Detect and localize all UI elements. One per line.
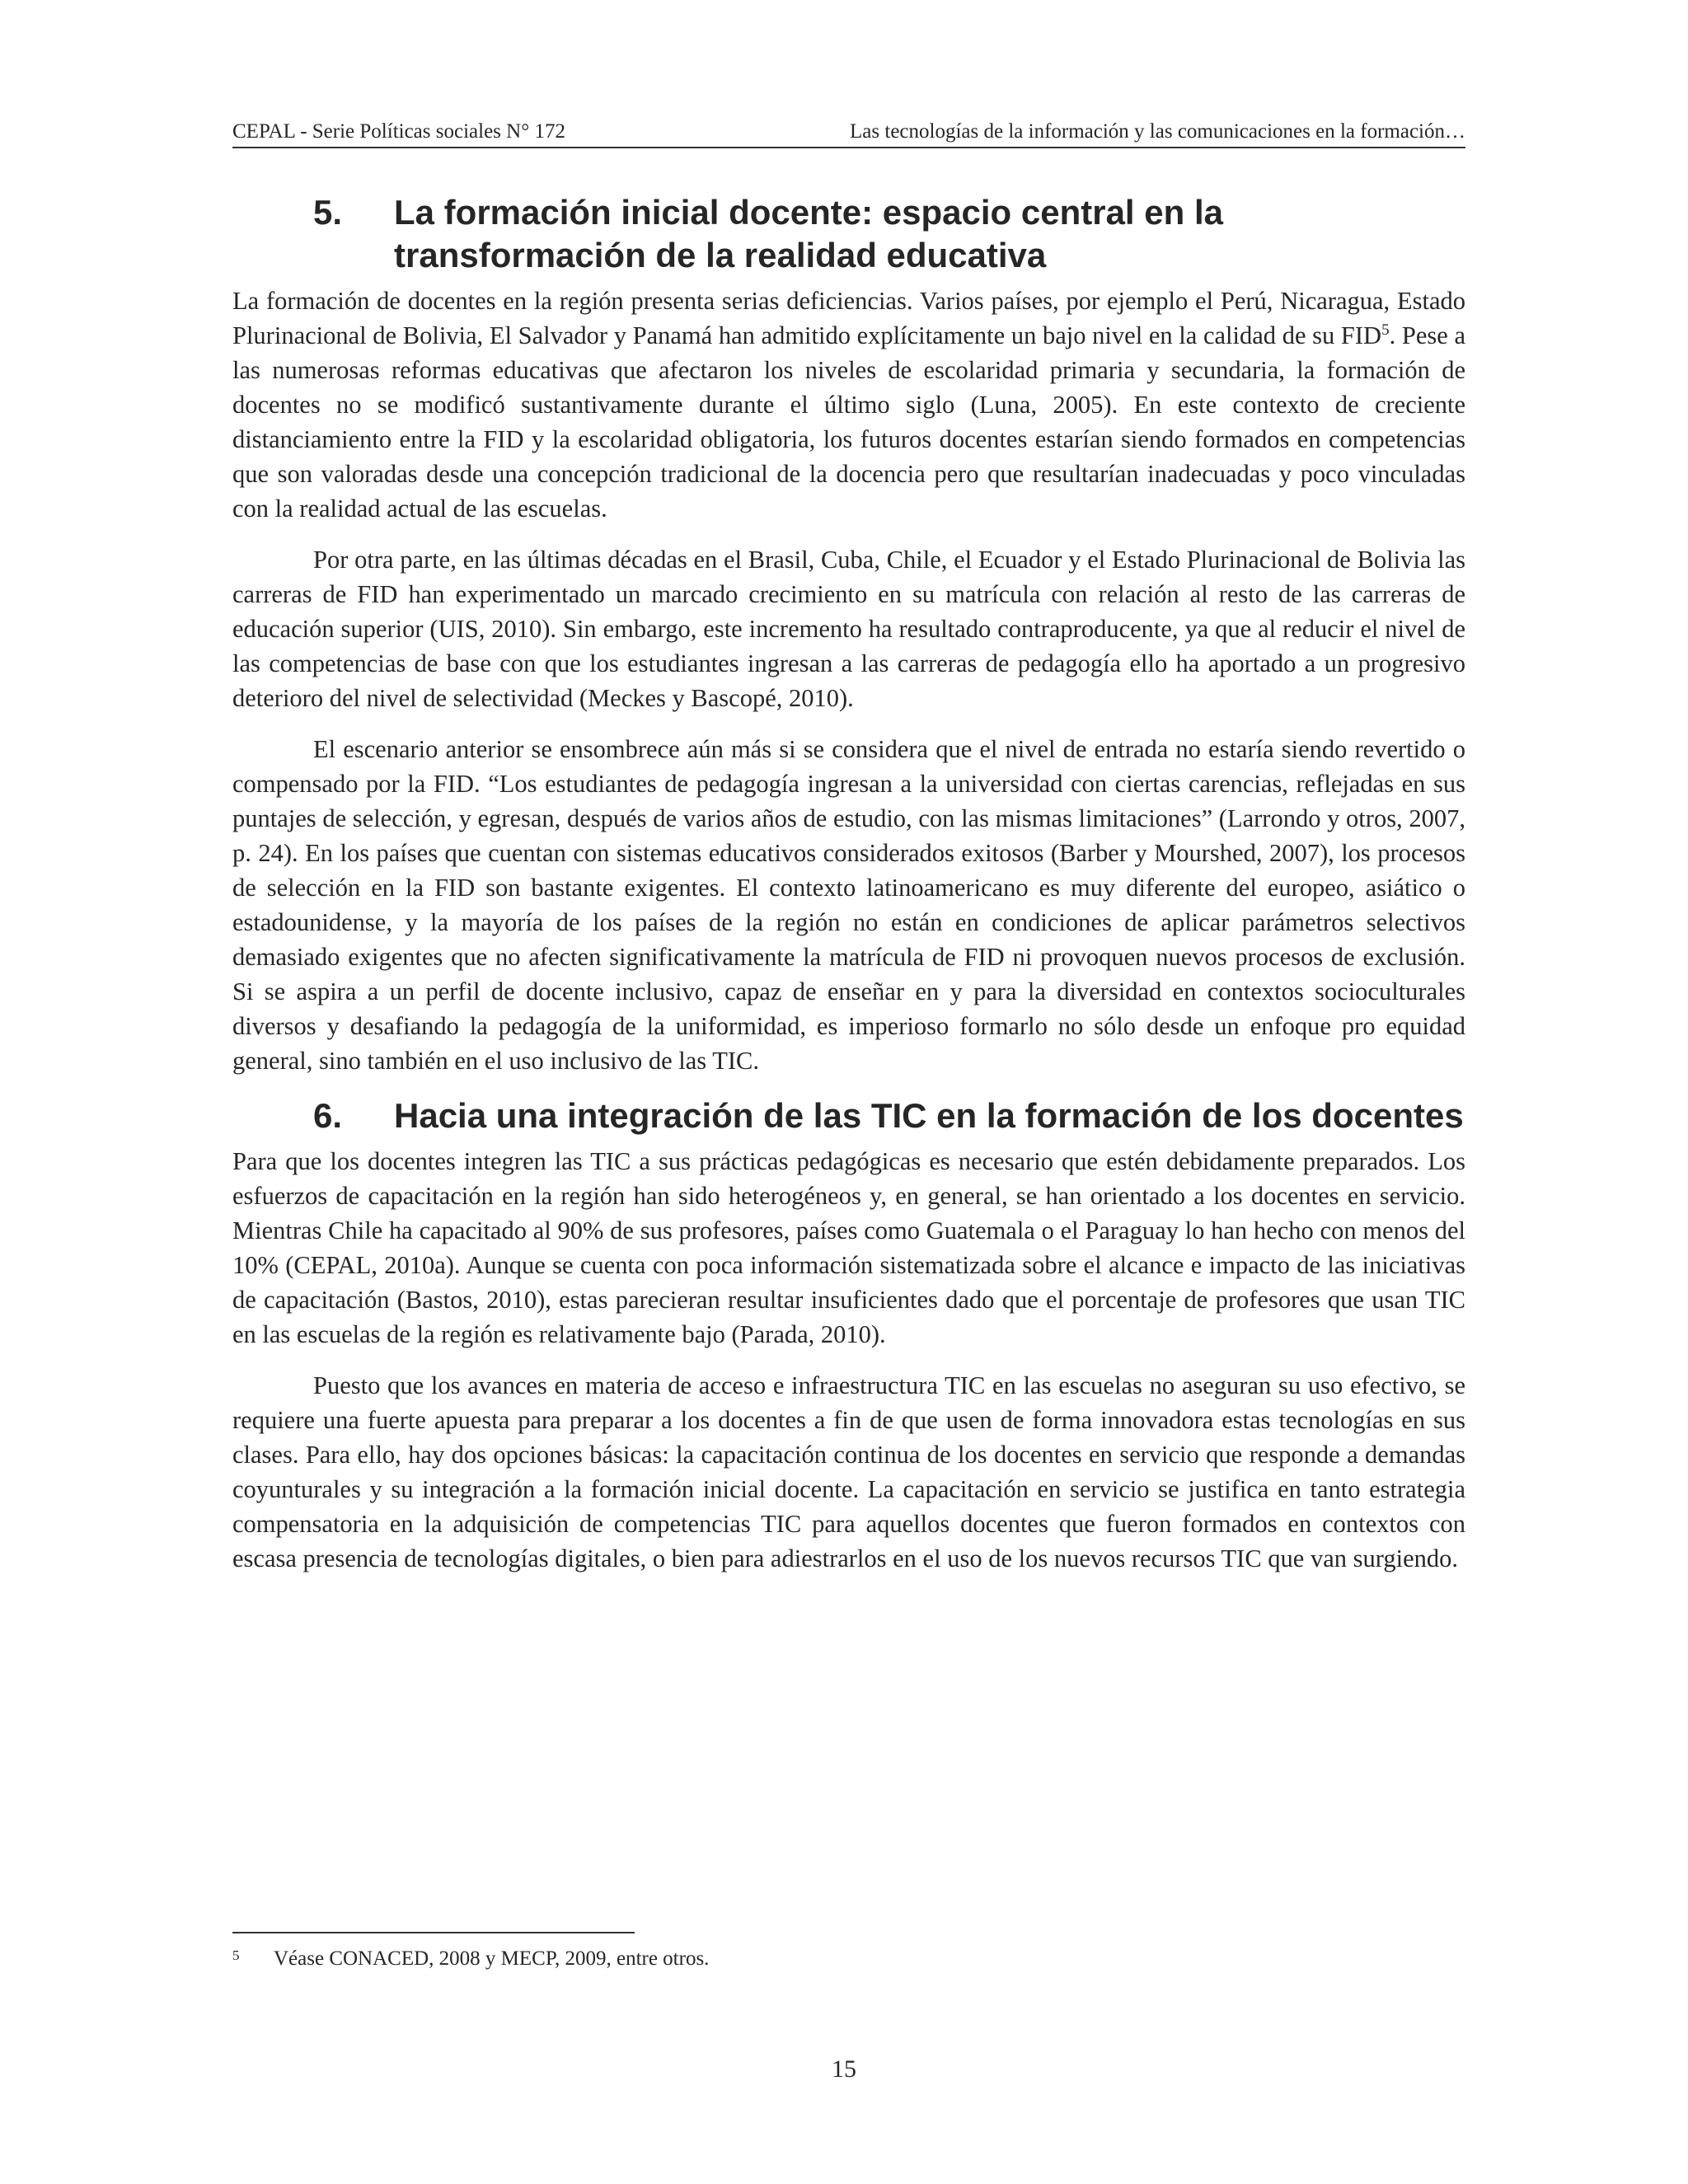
section-6-paragraph-1: Para que los docentes integren las TIC a sus prácticas pedagógicas es necesario que estén debidamente preparados. Los esfuerzos de capacitación en la región han sido heterogéneos y, en general, se han orientado a los docentes en servicio. Mientras Chile ha capacitado al 90% de sus profesores, países como Guatemala o el Paraguay lo han hecho con menos del 10% (CEPAL, 2010a). Aunque se cuenta con poca información sistematizada sobre el alcance e impacto de las iniciativas de capacitación (Bastos, 2010), estas parecieran resultar insuficientes dado que el porcentaje de profesores que usan TIC en las escuelas de la región es relativamente bajo (Parada, 2010).	[232, 1147, 1465, 1348]
section-6-heading	[232, 1094, 1465, 1137]
page-number: 15	[832, 2055, 856, 2083]
footnote-5	[232, 1945, 1465, 1973]
section-5-heading	[232, 191, 1465, 277]
section-5-number: 5.	[313, 193, 343, 232]
section-6-paragraph-2: Puesto que los avances en materia de acceso e infraestructura TIC en las escuelas no aseguran su uso efectivo, se requiere una fuerte apuesta para preparar a los docentes a fin de que usen de forma innovadora estas tecnologías en sus clases. Para ello, hay dos opciones básicas: la capacitación continua de los docentes en servicio que responde a demandas coyunturales y su integración a la formación inicial docente. La capacitación en servicio se justifica en tanto estrategia compensatoria en la adquisición de competencias TIC para aquellos docentes que fueron formados en contextos con escasa presencia de tecnologías digitales, o bien para adiestrarlos en el uso de los nuevos recursos TIC que van surgiendo.	[232, 1371, 1465, 1572]
header-document-title: Las tecnologías de la información y las comunicaciones en la formación…	[850, 120, 1465, 143]
section-6-number: 6.	[313, 1096, 343, 1135]
main-content	[232, 191, 1465, 1592]
section-5-paragraph-1	[232, 284, 1465, 526]
header-series-title: CEPAL - Serie Políticas sociales N° 172	[232, 120, 565, 143]
footnote-reference-5[interactable]: 5	[1381, 321, 1390, 339]
footnote-text: Véase CONACED, 2008 y MECP, 2009, entre otros.	[274, 1947, 710, 1970]
section-5-title: La formación inicial docente: espacio central en la transformación de la realidad educativa	[394, 193, 1223, 274]
footnote-divider	[232, 1932, 635, 1933]
section-5-paragraph-1-text-b: . Pese a las numerosas reformas educativas que afectaron los niveles de escolaridad primaria y secundaria, la formación de docentes no se modificó sustantivamente durante el último siglo (Luna, 2005). En este contexto de creciente distanciamiento entre la FID y la escolaridad obligatoria, los futuros docentes estarían siendo formados en competencias que son valoradas desde una concepción tradicional de la docencia pero que resultarían inadecuadas y poco vinculadas con la realidad actual de las escuelas.	[232, 321, 1465, 523]
footnote-number: 5	[232, 1947, 240, 1963]
running-header	[232, 117, 1465, 148]
section-5-paragraph-2: Por otra parte, en las últimas décadas en el Brasil, Cuba, Chile, el Ecuador y el Estado Plurinacional de Bolivia las carreras de FID han experimentado un marcado crecimiento en su matrícula con relación al resto de las carreras de educación superior (UIS, 2010). Sin embargo, este incremento ha resultado contraproducente, ya que al reducir el nivel de las competencias de base con que los estudiantes ingresan a las carreras de pedagogía ello ha aportado a un progresivo deterioro del nivel de selectividad (Meckes y Bascopé, 2010).	[232, 546, 1465, 712]
section-6-title: Hacia una integración de las TIC en la formación de los docentes	[394, 1096, 1464, 1135]
section-5-paragraph-1-text-a: La formación de docentes en la región presenta serias deficiencias. Varios países, por ejemplo el Perú, Nicaragua, Estado Plurinacional de Bolivia, El Salvador y Panamá han admitido explícitamente un bajo nivel en la calidad de su FID	[232, 287, 1465, 349]
section-5-paragraph-3: El escenario anterior se ensombrece aún más si se considera que el nivel de entrada no estaría siendo revertido o compensado por la FID. “Los estudiantes de pedagogía ingresan a la universidad con ciertas carencias, reflejadas en sus puntajes de selección, y egresan, después de varios años de estudio, con las mismas limitaciones” (Larrondo y otros, 2007, p. 24). En los países que cuentan con sistemas educativos considerados exitosos (Barber y Mourshed, 2007), los procesos de selección en la FID son bastante exigentes. El contexto latinoamericano es muy diferente del europeo, asiático o estadounidense, y la mayoría de los países de la región no están en condiciones de aplicar parámetros selectivos demasiado exigentes que no afecten significativamente la matrícula de FID ni provoquen nuevos procesos de exclusión. Si se aspira a un perfil de docente inclusivo, capaz de enseñar en y para la diversidad en contextos socioculturales diversos y desafiando la pedagogía de la uniformidad, es imperioso formarlo no sólo desde un enfoque pro equidad general, sino también en el uso inclusivo de las TIC.	[232, 735, 1465, 1075]
